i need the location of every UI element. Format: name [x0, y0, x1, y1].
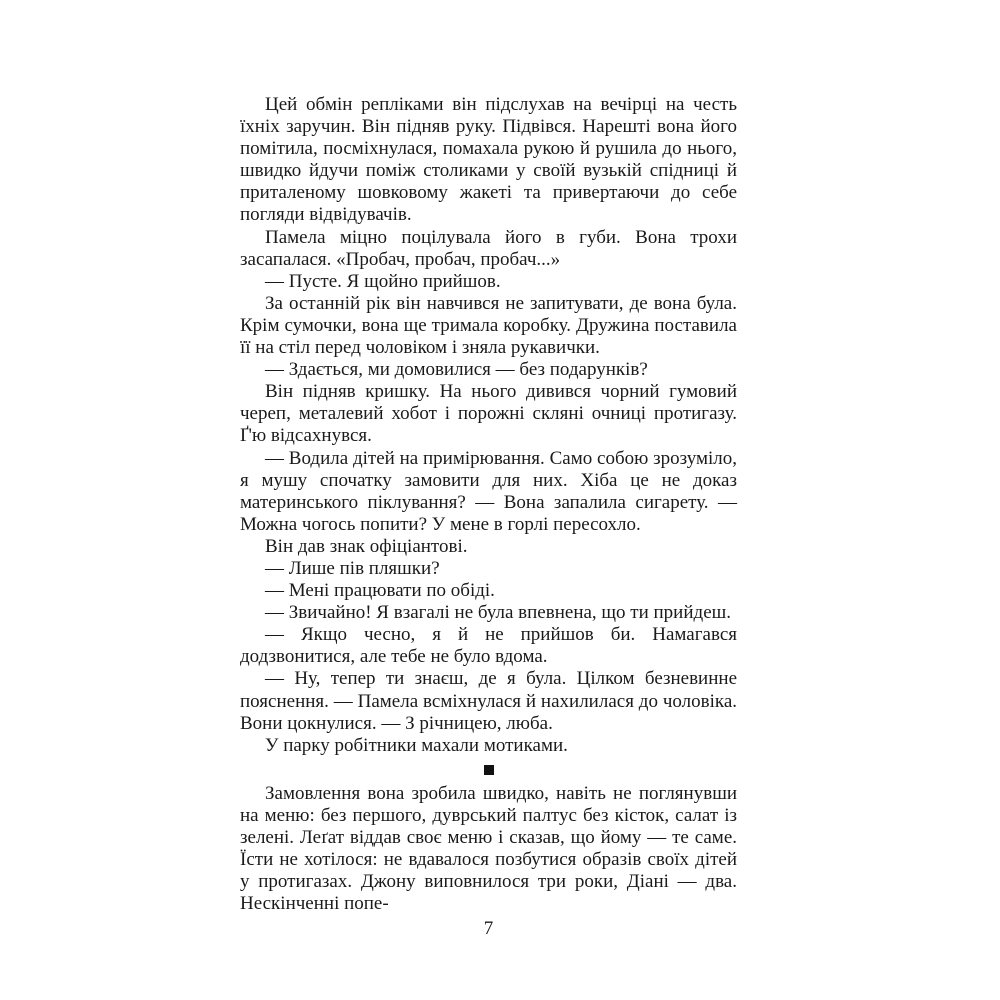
dialogue-line: — Лише пів пляшки? — [265, 557, 440, 579]
paragraph: Він дав знак офіціантові. — [265, 535, 468, 557]
paragraph: Замовлення вона зробила швидко, навіть не поглянувши на меню: без першого, дуврський палтус без кісток, салат із зелені. Леґат віддав своє меню і сказав, що йому — те саме. Їсти не хотілося: не вдавалося позбутися образів своїх дітей у протигазах. Джону виповнилося три роки, Діані — два. Нескінченні попе- — [240, 782, 737, 915]
page-body — [240, 94, 737, 915]
section-1 — [240, 94, 737, 757]
paragraph: Цей обмін репліками він підслухав на вечірці на честь їхніх заручин. Він підняв руку. Підвівся. Нарешті вона його помітила, посміхнулася, помахала рукою й рушила до нього, швидко йдучи поміж столиками у своїй вузькій спідниці й приталеному шовковому жакеті та привертаючи до себе погляди відвідувачів. — [240, 94, 737, 226]
page-number: 7 — [483, 918, 494, 939]
dialogue-line: — Пусте. Я щойно прийшов. — [265, 270, 501, 292]
section-2 — [240, 783, 737, 916]
paragraph: У парку робітники махали мотиками. — [265, 734, 568, 756]
dialogue-line: — Якщо чесно, я й не прийшов би. Намагався додзвонитися, але тебе не було вдома. — [240, 624, 737, 668]
dialogue-line: — Здається, ми домовилися — без подарунків? — [265, 359, 648, 381]
section-separator — [240, 759, 737, 781]
black-square-icon — [484, 765, 494, 775]
dialogue-line: — Ну, тепер ти знаєш, де я була. Цілком безневинне пояснення. — Памела всміхнулася й нахилилася до чоловіка. Вони цокнулися. — З річницею, люба. — [240, 668, 737, 734]
paragraph: Памела міцно поцілувала його в губи. Вона трохи засапалася. «Пробач, пробач, пробач...» — [240, 226, 737, 270]
dialogue-line: — Мені працювати по обіді. — [265, 580, 495, 602]
paragraph: За останній рік він навчився не запитувати, де вона була. Крім сумочки, вона ще тримала коробку. Дружина поставила її на стіл перед чоловіком і зняла рукавички. — [240, 292, 737, 359]
paragraph: Він підняв кришку. На нього дивився чорний гумовий череп, металевий хобот і порожні скляні очниці протигазу. Ґ'ю відсахнувся. — [240, 381, 737, 447]
dialogue-line: — Звичайно! Я взагалі не була впевнена, що ти прийдеш. — [265, 602, 732, 624]
dialogue-line: — Водила дітей на примірювання. Само собою зрозуміло, я мушу спочатку замовити для них. Хіба це не доказ материнського піклування? — Вона запалила сигарету. — Можна чогось попити? У мене в горлі пересохло. — [240, 447, 737, 535]
